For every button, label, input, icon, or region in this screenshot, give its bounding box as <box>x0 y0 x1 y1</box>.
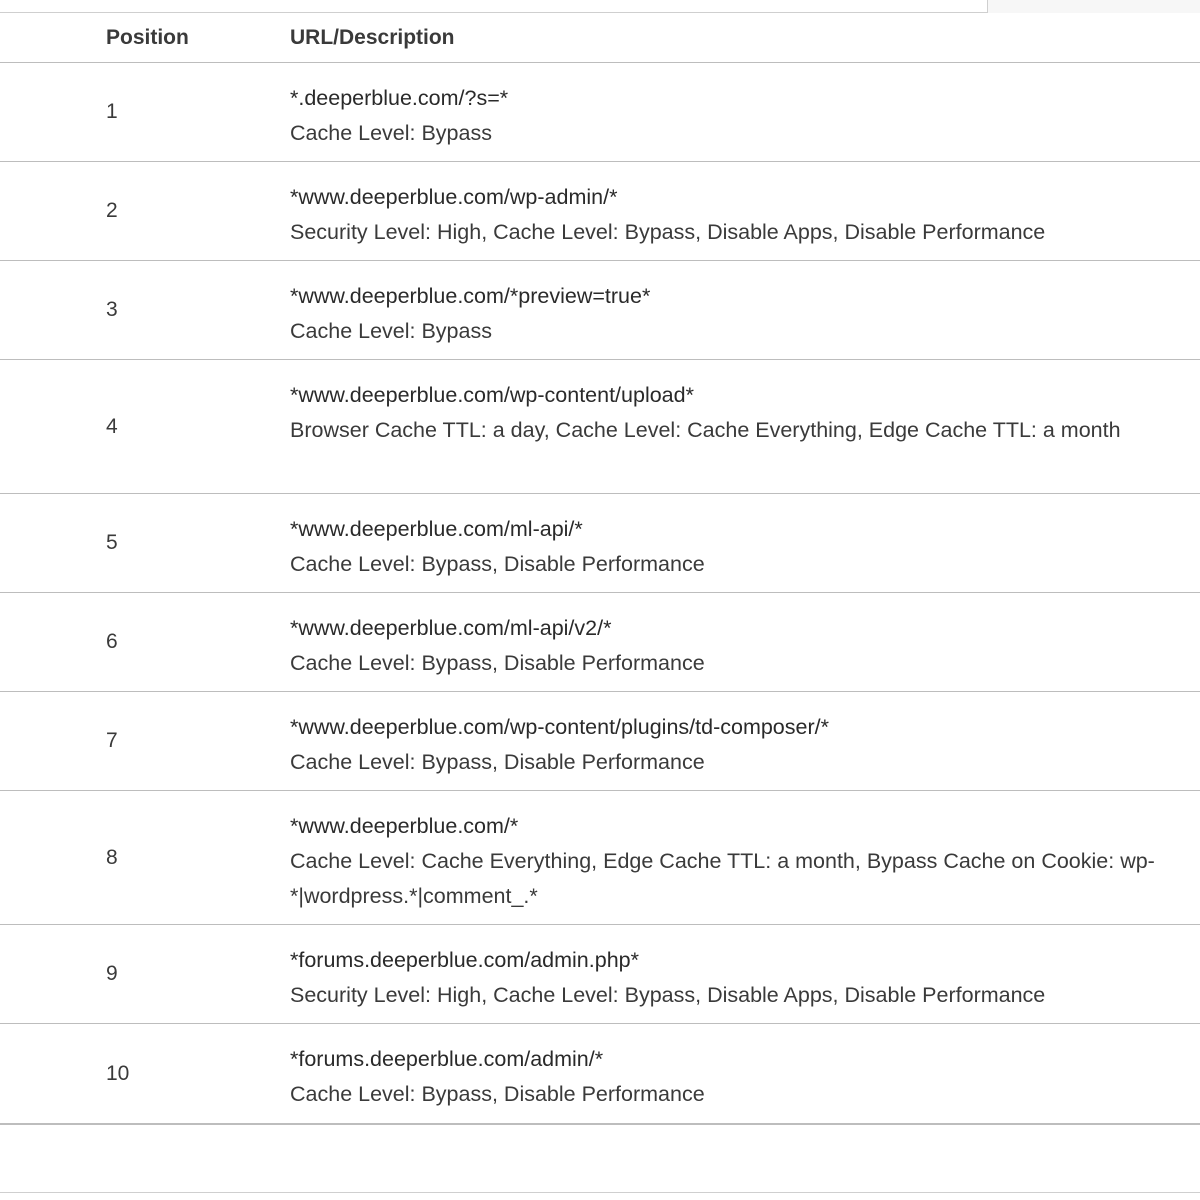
row-url[interactable]: *www.deeperblue.com/wp-admin/* <box>290 185 618 209</box>
table-row[interactable] <box>0 1024 1200 1123</box>
bottom-divider <box>0 1192 1200 1193</box>
row-url[interactable]: *www.deeperblue.com/wp-content/plugins/td-composer/* <box>290 715 829 739</box>
row-url[interactable]: *forums.deeperblue.com/admin.php* <box>290 948 639 972</box>
row-settings: Cache Level: Bypass, Disable Performance <box>290 552 705 576</box>
row-position: 7 <box>106 729 118 752</box>
table-bottom-border <box>0 1123 1200 1125</box>
row-description <box>290 809 1170 914</box>
table-row[interactable] <box>0 360 1200 494</box>
row-settings: Cache Level: Bypass <box>290 121 492 145</box>
row-position: 6 <box>106 630 118 653</box>
row-settings: Cache Level: Bypass, Disable Performance <box>290 750 705 774</box>
row-url[interactable]: *www.deeperblue.com/wp-content/upload* <box>290 383 694 407</box>
table-row[interactable] <box>0 791 1200 925</box>
top-tab-edge <box>987 0 1200 13</box>
row-description <box>290 611 1170 681</box>
row-position: 8 <box>106 845 118 869</box>
row-settings: Security Level: High, Cache Level: Bypass, Disable Apps, Disable Performance <box>290 983 1046 1007</box>
header-position: Position <box>106 26 189 49</box>
row-position: 2 <box>106 199 118 222</box>
table-header <box>0 13 1200 63</box>
row-settings: Browser Cache TTL: a day, Cache Level: Cache Everything, Edge Cache TTL: a month <box>290 418 1121 442</box>
table-row[interactable] <box>0 63 1200 162</box>
row-position: 4 <box>106 414 118 438</box>
row-settings: Cache Level: Cache Everything, Edge Cache TTL: a month, Bypass Cache on Cookie: wp-*|wordpress.*|comment_.* <box>290 849 1155 908</box>
row-description <box>290 1042 1170 1112</box>
row-description <box>290 279 1170 349</box>
row-settings: Cache Level: Bypass, Disable Performance <box>290 1082 705 1106</box>
row-url[interactable]: *www.deeperblue.com/* <box>290 814 519 838</box>
row-url[interactable]: *www.deeperblue.com/ml-api/* <box>290 517 583 541</box>
row-settings: Cache Level: Bypass, Disable Performance <box>290 651 705 675</box>
table-row[interactable] <box>0 261 1200 360</box>
row-description <box>290 81 1170 151</box>
page-rules-table <box>0 13 1200 1125</box>
row-description <box>290 378 1170 448</box>
row-url[interactable]: *www.deeperblue.com/ml-api/v2/* <box>290 616 612 640</box>
row-description <box>290 943 1170 1013</box>
row-url[interactable]: *forums.deeperblue.com/admin/* <box>290 1047 604 1071</box>
row-description <box>290 512 1170 582</box>
table-row[interactable] <box>0 692 1200 791</box>
row-position: 5 <box>106 531 118 554</box>
row-position: 3 <box>106 298 118 321</box>
row-position: 1 <box>106 100 118 123</box>
row-description <box>290 710 1170 780</box>
row-position: 9 <box>106 962 118 985</box>
row-description <box>290 180 1170 250</box>
table-row[interactable] <box>0 593 1200 692</box>
row-url[interactable]: *www.deeperblue.com/*preview=true* <box>290 284 651 308</box>
row-settings: Security Level: High, Cache Level: Bypass, Disable Apps, Disable Performance <box>290 220 1046 244</box>
table-row[interactable] <box>0 494 1200 593</box>
row-url[interactable]: *.deeperblue.com/?s=* <box>290 86 509 110</box>
header-url-description: URL/Description <box>290 26 455 49</box>
row-position: 10 <box>106 1061 130 1085</box>
table-row[interactable] <box>0 925 1200 1024</box>
row-settings: Cache Level: Bypass <box>290 319 492 343</box>
table-row[interactable] <box>0 162 1200 261</box>
